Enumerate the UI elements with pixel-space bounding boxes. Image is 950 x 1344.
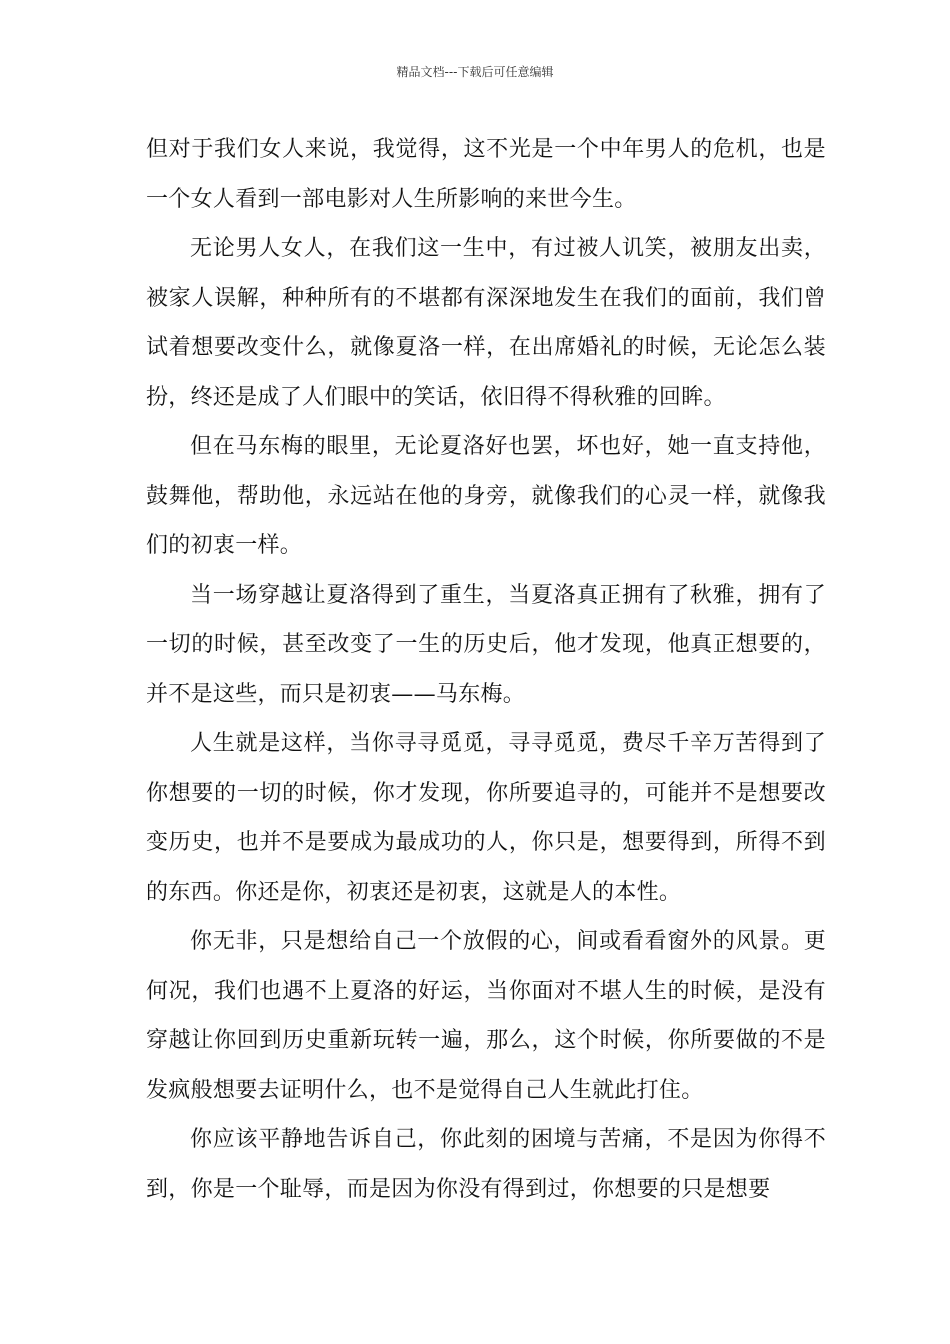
paragraph-7: 你应该平静地告诉自己，你此刻的困境与苦痛，不是因为你得不到，你是一个耻辱，而是因为你没有得到过，你想要的只是想要 <box>146 1127 826 1202</box>
paragraph-4: 当一场穿越让夏洛得到了重生，当夏洛真正拥有了秋雅，拥有了一切的时候，甚至改变了一生的历史后，他才发现，他真正想要的，并不是这些，而只是初衷——马东梅。 <box>146 582 826 707</box>
document-body <box>146 125 826 1214</box>
paragraph-5: 人生就是这样，当你寻寻觅觅，寻寻觅觅，费尽千辛万苦得到了你想要的一切的时候，你才发现，你所要追寻的，可能并不是想要改变历史，也并不是要成为最成功的人，你只是，想要得到，所得不到的东西。你还是你，初衷还是初衷，这就是人的本性。 <box>146 731 826 905</box>
page-header: 精品文档---下载后可任意编辑 <box>396 65 554 79</box>
paragraph-1: 但对于我们女人来说，我觉得，这不光是一个中年男人的危机，也是一个女人看到一部电影对人生所影响的来世今生。 <box>146 137 826 212</box>
paragraph-3: 但在马东梅的眼里，无论夏洛好也罢，坏也好，她一直支持他，鼓舞他，帮助他，永远站在他的身旁，就像我们的心灵一样，就像我们的初衷一样。 <box>146 434 826 558</box>
paragraph-6: 你无非，只是想给自己一个放假的心，间或看看窗外的风景。更何况，我们也遇不上夏洛的好运，当你面对不堪人生的时候，是没有穿越让你回到历史重新玩转一遍，那么，这个时候，你所要做的不是发疯般想要去证明什么，也不是觉得自己人生就此打住。 <box>146 929 826 1103</box>
paragraph-2: 无论男人女人，在我们这一生中，有过被人讥笑，被朋友出卖，被家人误解，种种所有的不堪都有深深地发生在我们的面前，我们曾试着想要改变什么，就像夏洛一样，在出席婚礼的时候，无论怎么装扮，终还是成了人们眼中的笑话，依旧得不得秋雅的回眸。 <box>146 236 826 410</box>
